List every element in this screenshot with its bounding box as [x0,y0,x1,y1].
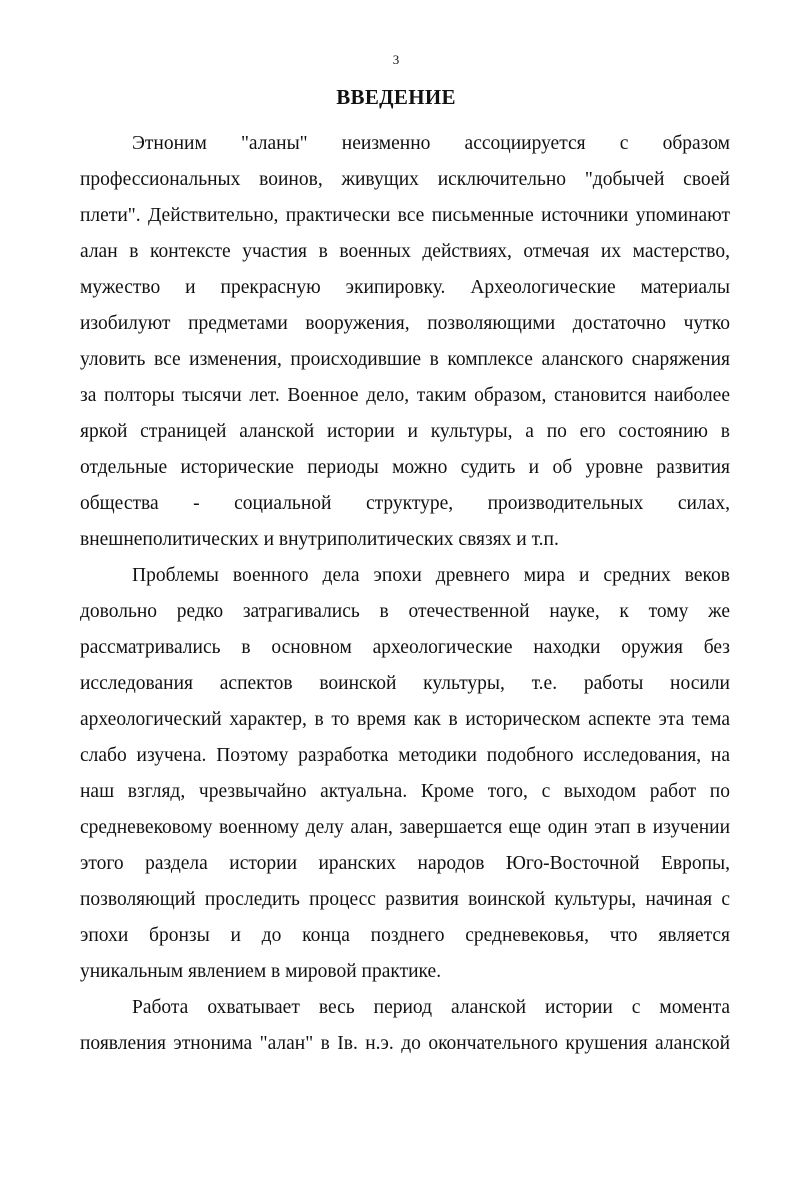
paragraph-1-line-6: изобилуют предметами вооружения, позволяющими достаточно чутко [80,313,730,334]
paragraph-2-line-3: рассматривались в основном археологические находки оружия без [80,637,730,658]
paragraph-2-line-2: довольно редко затрагивались в отечественной науке, к тому же [80,601,730,622]
paragraph-2-line-8: средневековому военному делу алан, завершается еще один этап в изучении [80,817,730,838]
paragraph-1-line-12: внешнеполитических и внутриполитических связях и т.п. [80,529,559,550]
paragraph-2-line-12: уникальным явлением в мировой практике. [80,961,442,982]
paragraph-1-line-8: за полторы тысячи лет. Военное дело, таким образом, становится наиболее [80,385,730,406]
paragraph-2-line-7: наш взгляд, чрезвычайно актуальна. Кроме того, с выходом работ по [80,781,730,802]
paragraph-1-line-11: общества - социальной структуре, производительных силах, [80,493,730,514]
paragraph-1-line-4: алан в контексте участия в военных действиях, отмечая их мастерство, [80,241,730,262]
paragraph-1-line-3: плети". Действительно, практически все письменные источники упоминают [80,205,730,226]
page-number: 3 [392,52,400,67]
paragraph-1-line-5: мужество и прекрасную экипировку. Археологические материалы [80,277,730,298]
paragraph-3-line-2: появления этнонима "алан" в Iв. н.э. до окончательного крушения аланской [80,1033,730,1054]
paragraph-2-line-5: археологический характер, в то время как в историческом аспекте эта тема [80,709,730,730]
paragraph-2-line-4: исследования аспектов воинской культуры, т.е. работы носили [80,673,730,694]
page-title: ВВЕДЕНИЕ [336,85,456,109]
paragraph-1-line-2: профессиональных воинов, живущих исключительно "добычей своей [80,169,730,190]
paragraph-1-line-1: Этноним "аланы" неизменно ассоциируется с образом [132,133,730,154]
paragraph-2-line-10: позволяющий проследить процесс развития воинской культуры, начиная с [80,889,730,910]
body-text [80,126,730,1062]
paragraph-1-line-9: яркой страницей аланской истории и культуры, а по его состоянию в [80,421,730,442]
paragraph-2-line-9: этого раздела истории иранских народов Юго-Восточной Европы, [80,853,730,874]
paragraph-2-line-1: Проблемы военного дела эпохи древнего мира и средних веков [132,565,730,586]
paragraph-3-line-1: Работа охватывает весь период аланской истории с момента [132,997,730,1018]
paragraph-2-line-11: эпохи бронзы и до конца позднего средневековья, что является [80,925,730,946]
paragraph-1-line-7: уловить все изменения, происходившие в комплексе аланского снаряжения [80,349,730,370]
paragraph-2-line-6: слабо изучена. Поэтому разработка методики подобного исследования, на [80,745,730,766]
paragraph-1-line-10: отдельные исторические периоды можно судить и об уровне развития [80,457,730,478]
